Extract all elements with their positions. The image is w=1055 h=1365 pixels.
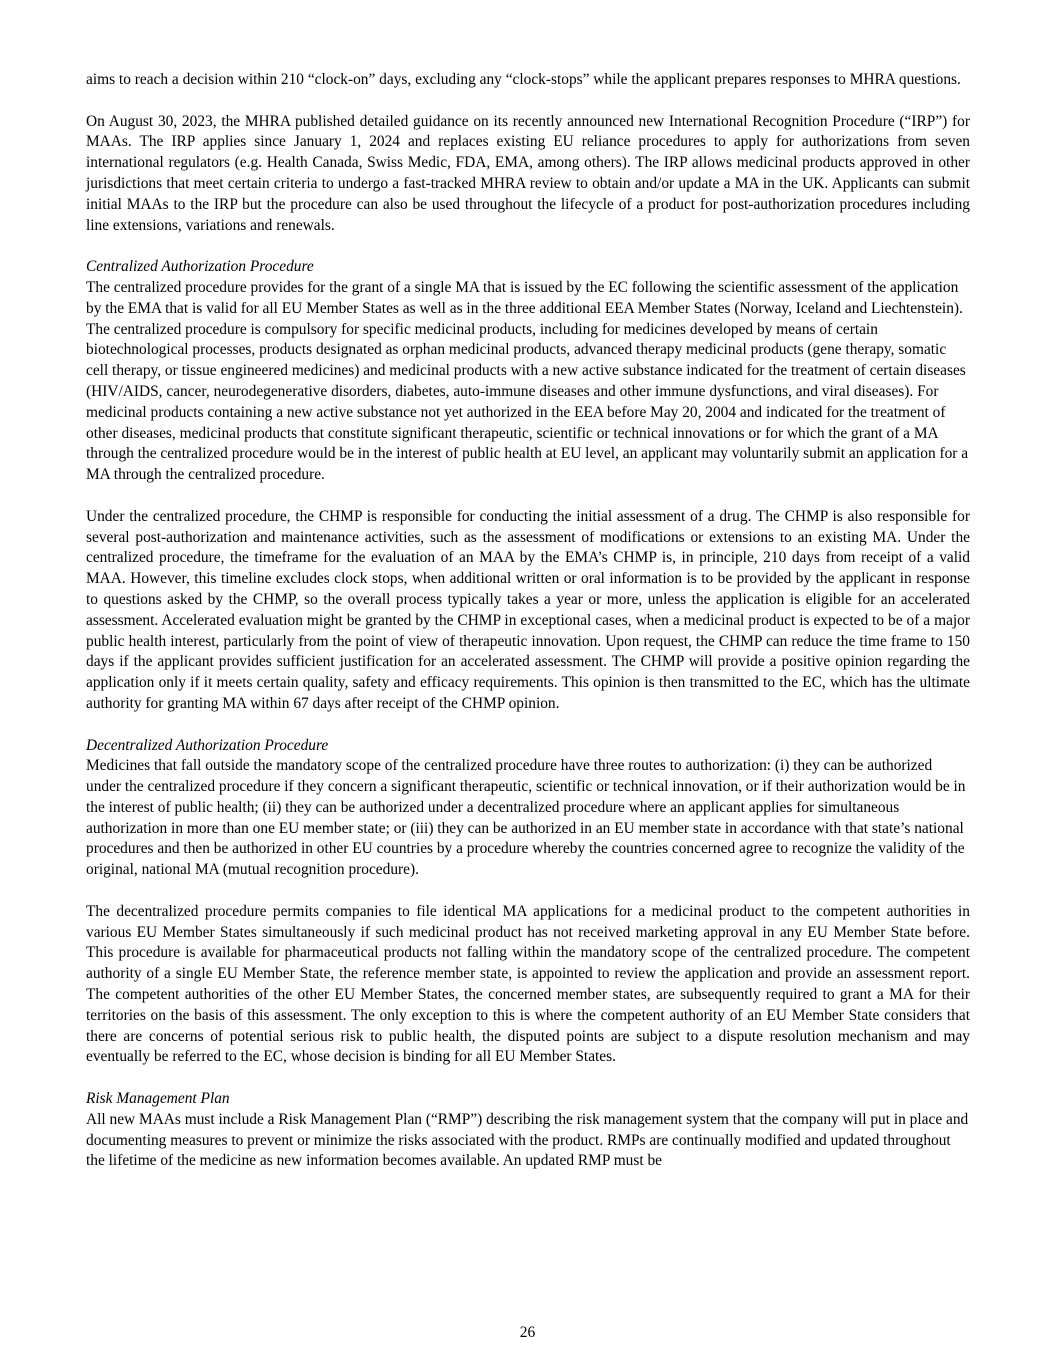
heading-decentralized-authorization: Decentralized Authorization Procedure — [86, 736, 329, 754]
paragraph-authorization-routes: Medicines that fall outside the mandatory scope of the centralized procedure have three routes to authorization: (i) they can be authorized under the centralized procedure if they concern a significant therapeutic, scientific or technical innovation, or if their authorization would be in the interest of public health; (ii) they can be authorized under a decentralized procedure where an applicant applies for simultaneous authorization in more than one EU member state; or (iii) they can be authorized in an EU member state in accordance with that state’s national procedures and then be authorized in other EU countries by a procedure whereby the countries concerned agree to recognize the validity of the original, national MA (mutual recognition procedure). — [86, 757, 966, 879]
paragraph-irp: On August 30, 2023, the MHRA published detailed guidance on its recently announced new International Recognition Procedure (“IRP”) for MAAs. The IRP applies since January 1, 2024 and replaces existing EU reliance procedures to apply for authorizations from seven international regulators (e.g. Health Canada, Swiss Medic, FDA, EMA, among others). The IRP allows medicinal products approved in other jurisdictions that meet certain criteria to undergo a fast-tracked MHRA review to obtain and/or update a MA in the UK. Applicants can submit initial MAAs to the IRP but the procedure can also be used throughout the lifecycle of a product for post-authorization procedures including line extensions, variations and renewals. — [86, 112, 970, 234]
paragraph-chmp-assessment: Under the centralized procedure, the CHMP is responsible for conducting the initial assessment of a drug. The CHMP is also responsible for several post-authorization and maintenance activities, such as the assessment of modifications or extensions to an existing MA. Under the centralized procedure, the timeframe for the evaluation of an MAA by the EMA’s CHMP is, in principle, 210 days from receipt of a valid MAA. However, this timeline excludes clock stops, when additional written or oral information is to be provided by the applicant in response to questions asked by the CHMP, so the overall process typically takes a year or more, unless the application is eligible for an accelerated assessment. Accelerated evaluation might be granted by the CHMP in exceptional cases, when a medicinal product is expected to be of a major public health interest, particularly from the point of view of therapeutic innovation. Upon request, the CHMP can reduce the time frame to 150 days if the applicant provides sufficient justification for an accelerated assessment. The CHMP will provide a positive opinion regarding the application only if it meets certain quality, safety and efficacy requirements. This opinion is then transmitted to the EC, which has the ultimate authority for granting MA within 67 days after receipt of the CHMP opinion. — [86, 507, 970, 712]
heading-risk-management-plan: Risk Management Plan — [86, 1090, 230, 1108]
document-body — [86, 70, 970, 1193]
paragraph-centralized-procedure: The centralized procedure provides for the grant of a single MA that is issued by the EC following the scientific assessment of the application by the EMA that is valid for all EU Member States as well as in the three additional EEA Member States (Norway, Iceland and Liechtenstein). The centralized procedure is compulsory for specific medicinal products, including for medicines developed by means of certain biotechnological processes, products designated as orphan medicinal products, advanced therapy medicinal products (gene therapy, somatic cell therapy, or tissue engineered medicines) and medicinal products with a new active substance indicated for the treatment of certain diseases (HIV/AIDS, cancer, neurodegenerative disorders, diabetes, auto-immune diseases and other immune dysfunctions, and viral diseases). For medicinal products containing a new active substance not yet authorized in the EEA before May 20, 2004 and indicated for the treatment of other diseases, medicinal products that constitute significant therapeutic, scientific or technical innovations or for which the grant of a MA through the centralized procedure would be in the interest of public health at EU level, an applicant may voluntarily submit an application for a MA through the centralized procedure. — [86, 278, 969, 484]
paragraph-mhra-decision: aims to reach a decision within 210 “clock-on” days, excluding any “clock-stops” while the applicant prepares responses to MHRA questions. — [86, 71, 961, 88]
paragraph-risk-management-plan: All new MAAs must include a Risk Management Plan (“RMP”) describing the risk management system that the company will put in place and documenting measures to prevent or minimize the risks associated with the product. RMPs are continually modified and updated throughout the lifetime of the medicine as new information becomes available. An updated RMP must be — [86, 1110, 969, 1170]
page-number: 26 — [519, 1324, 536, 1341]
paragraph-decentralized-procedure: The decentralized procedure permits companies to file identical MA applications for a medicinal product to the competent authorities in various EU Member States simultaneously if such medicinal product has not received marketing approval in any EU Member State before. This procedure is available for pharmaceutical products not falling within the mandatory scope of the centralized procedure. The competent authority of a single EU Member State, the reference member state, is appointed to review the application and provide an assessment report. The competent authorities of the other EU Member States, the concerned member states, are subsequently required to grant a MA for their territories on the basis of this assessment. The only exception to this is where the competent authority of an EU Member State considers that there are concerns of potential serious risk to public health, the disputed points are subject to a dispute resolution mechanism and may eventually be referred to the EC, whose decision is binding for all EU Member States. — [86, 902, 970, 1066]
heading-centralized-authorization: Centralized Authorization Procedure — [86, 258, 314, 276]
